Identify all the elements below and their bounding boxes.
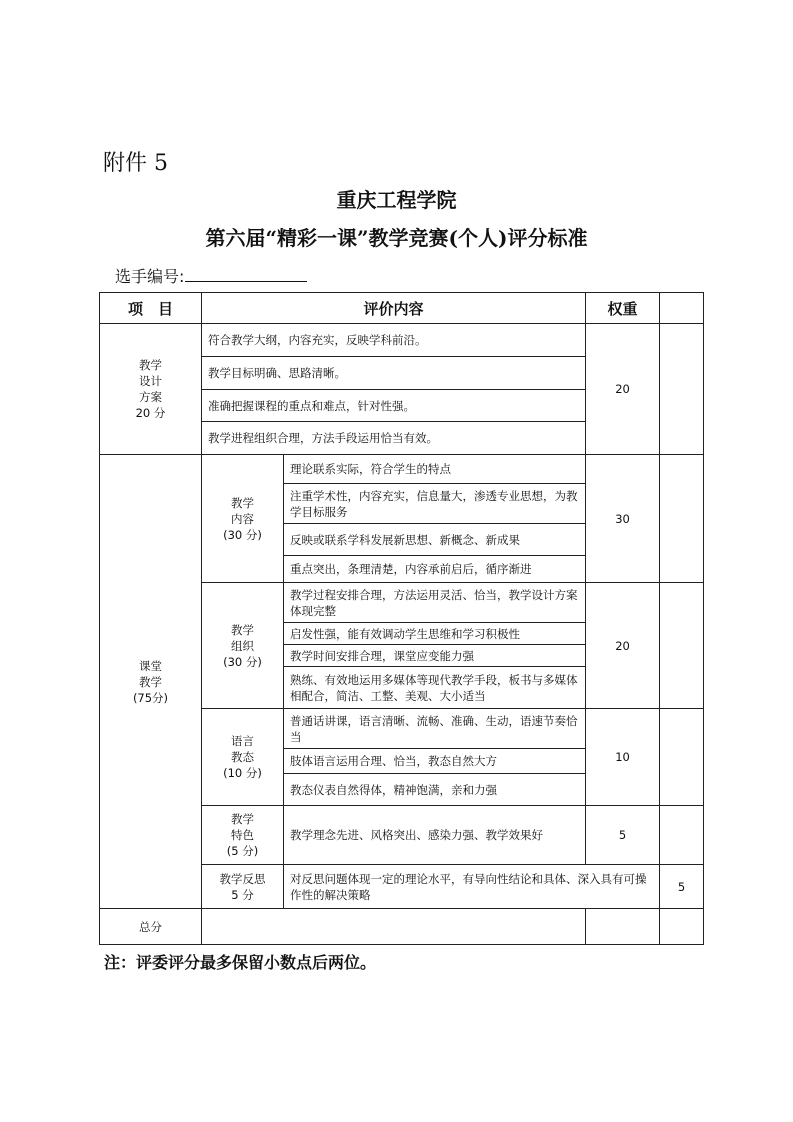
criterion-cell: 理论联系实际，符合学生的特点 bbox=[284, 455, 586, 484]
criterion-cell: 注重学术性，内容充实，信息量大，渗透专业思想，为教学目标服务 bbox=[284, 484, 586, 524]
scoring-table bbox=[99, 292, 704, 945]
criterion-cell: 肢体语言运用合理、恰当，教态自然大方 bbox=[284, 749, 586, 774]
total-weight-cell bbox=[586, 909, 660, 945]
content-subcategory-cell: 教学 内容 (30 分) bbox=[202, 455, 284, 583]
criterion-cell: 对反思问题体现一定的理论水平，有导向性结论和具体、深入具有可操作性的解决策略 bbox=[284, 865, 660, 909]
content-score-cell bbox=[660, 455, 704, 583]
total-score-cell bbox=[660, 909, 704, 945]
design-weight: 20 bbox=[586, 324, 660, 455]
total-label: 总分 bbox=[100, 909, 202, 945]
criterion-cell: 教学进程组织合理，方法手段运用恰当有效。 bbox=[202, 422, 586, 455]
design-score-cell bbox=[660, 324, 704, 455]
player-number-field bbox=[115, 264, 307, 287]
table-row bbox=[100, 324, 704, 357]
language-subcategory-cell: 语言 教态 (10 分) bbox=[202, 709, 284, 806]
document-title: 第六届“精彩一课”教学竞赛(个人)评分标准 bbox=[205, 226, 588, 250]
criterion-cell: 教学目标明确、思路清晰。 bbox=[202, 357, 586, 390]
header-weight: 权重 bbox=[586, 293, 660, 324]
total-content-cell bbox=[202, 909, 586, 945]
language-weight: 10 bbox=[586, 709, 660, 806]
player-number-blank bbox=[185, 265, 307, 282]
criterion-cell: 准确把握课程的重点和难点，针对性强。 bbox=[202, 390, 586, 422]
feature-subcategory-cell: 教学 特色 (5 分) bbox=[202, 806, 284, 865]
classroom-category-cell: 课堂 教学 (75分) bbox=[100, 455, 202, 909]
header-item: 项 目 bbox=[100, 293, 202, 324]
criterion-cell: 教学理念先进、风格突出、感染力强、教学效果好 bbox=[284, 806, 586, 865]
header-content: 评价内容 bbox=[202, 293, 586, 324]
attachment-label: 附件 5 bbox=[103, 151, 168, 176]
organization-weight: 20 bbox=[586, 583, 660, 709]
language-score-cell bbox=[660, 709, 704, 806]
reflection-weight: 5 bbox=[660, 865, 704, 909]
table-header-row bbox=[100, 293, 704, 324]
table-row bbox=[100, 455, 704, 484]
criterion-cell: 符合教学大纲，内容充实，反映学科前沿。 bbox=[202, 324, 586, 357]
criterion-cell: 启发性强，能有效调动学生思维和学习积极性 bbox=[284, 623, 586, 645]
criterion-cell: 教态仪表自然得体，精神饱满，亲和力强 bbox=[284, 774, 586, 806]
content-weight: 30 bbox=[586, 455, 660, 583]
criterion-cell: 反映或联系学科发展新思想、新概念、新成果 bbox=[284, 524, 586, 556]
school-title: 重庆工程学院 bbox=[336, 188, 457, 212]
reflection-category-cell: 教学反思 5 分 bbox=[202, 865, 284, 909]
table-row bbox=[100, 909, 704, 945]
player-number-label: 选手编号: bbox=[115, 267, 185, 286]
feature-weight: 5 bbox=[586, 806, 660, 865]
organization-subcategory-cell: 教学 组织 (30 分) bbox=[202, 583, 284, 709]
criterion-cell: 熟练、有效地运用多媒体等现代教学手段，板书与多媒体相配合，简洁、工整、美观、大小适当 bbox=[284, 667, 586, 709]
criterion-cell: 普通话讲课，语言清晰、流畅、准确、生动，语速节奏恰当 bbox=[284, 709, 586, 749]
header-score bbox=[660, 293, 704, 324]
organization-score-cell bbox=[660, 583, 704, 709]
criterion-cell: 重点突出，条理清楚，内容承前启后，循序渐进 bbox=[284, 556, 586, 583]
criterion-cell: 教学时间安排合理，课堂应变能力强 bbox=[284, 645, 586, 667]
criterion-cell: 教学过程安排合理，方法运用灵活、恰当，教学设计方案体现完整 bbox=[284, 583, 586, 623]
feature-score-cell bbox=[660, 806, 704, 865]
design-category-cell: 教学 设计 方案 20 分 bbox=[100, 324, 202, 455]
scoring-note: 注：评委评分最多保留小数点后两位。 bbox=[104, 953, 377, 972]
